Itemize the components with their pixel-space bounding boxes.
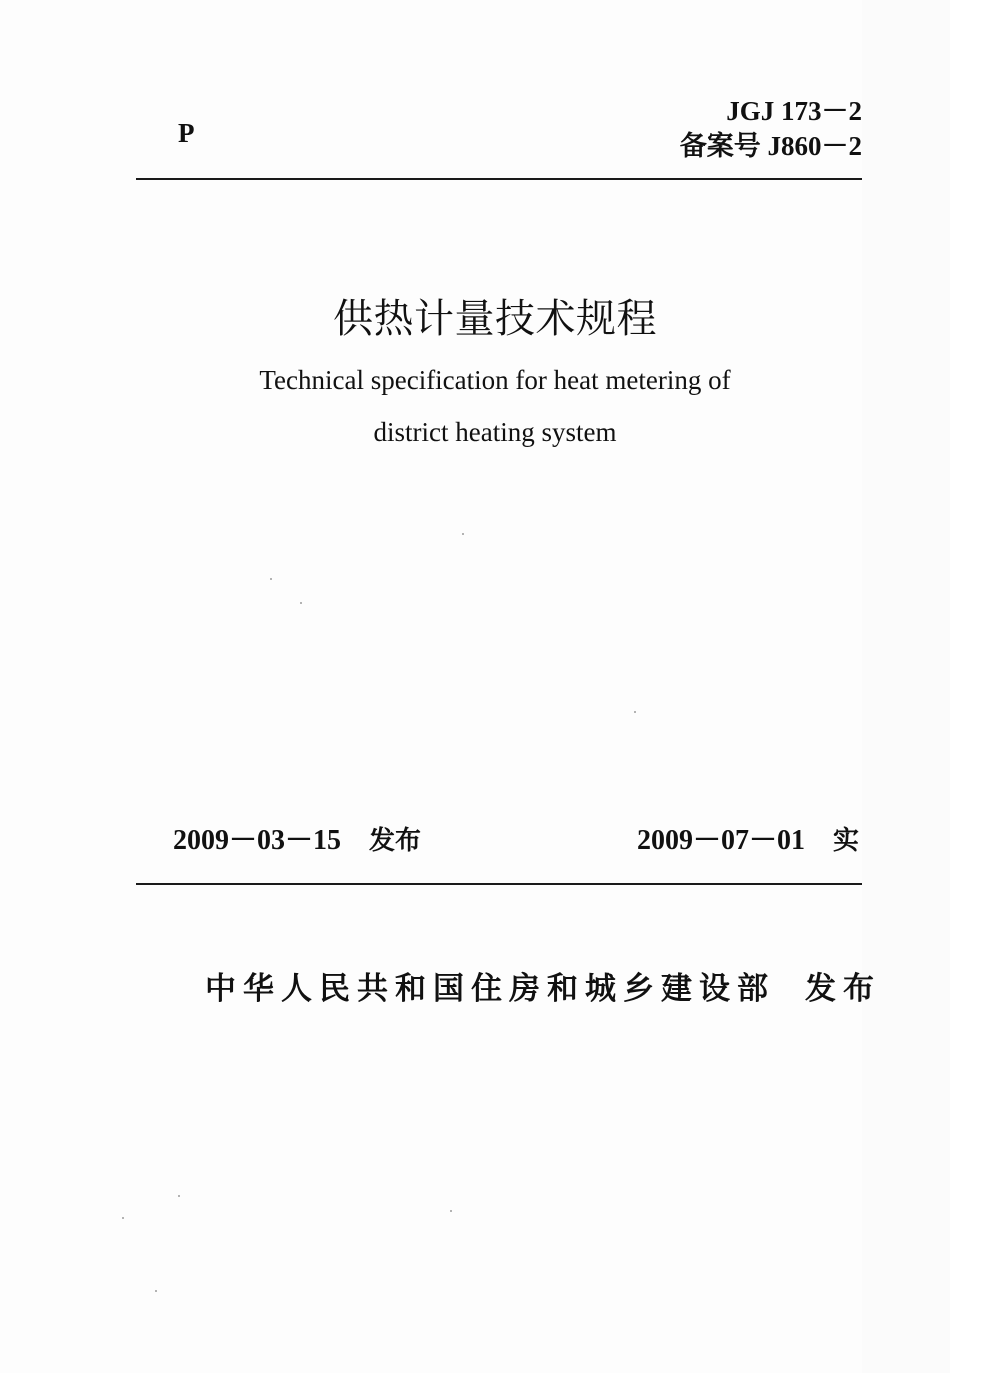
record-number bbox=[602, 133, 862, 160]
publisher-name: 中华人民共和国住房和城乡建设部 bbox=[205, 971, 775, 1007]
scan-speck bbox=[155, 1290, 157, 1292]
issue-date: 2009－03－15 bbox=[173, 825, 342, 856]
scan-speck bbox=[270, 578, 272, 580]
chinese-title: 供热计量技术规程 bbox=[333, 296, 657, 341]
implementation-label: 实 bbox=[833, 826, 860, 856]
publisher-line bbox=[205, 971, 881, 1007]
english-title-line-2: district heating system bbox=[373, 417, 617, 447]
standard-code-text: JGJ 173－2 bbox=[726, 96, 862, 126]
record-number-text: 备案号 J860－2 bbox=[679, 131, 862, 161]
scan-edge-strip bbox=[862, 0, 950, 1373]
issue-date-block bbox=[173, 827, 421, 855]
standard-code bbox=[602, 98, 862, 125]
english-title-line-1: Technical specification for heat metering of bbox=[259, 365, 731, 395]
top-divider bbox=[136, 178, 862, 180]
bottom-divider bbox=[136, 883, 862, 885]
classification-code: P bbox=[178, 118, 195, 148]
implementation-date-block bbox=[637, 827, 862, 855]
scan-speck bbox=[122, 1217, 124, 1219]
scan-speck bbox=[300, 602, 302, 604]
publisher-action: 发布 bbox=[805, 971, 881, 1007]
scan-speck bbox=[450, 1210, 452, 1212]
scan-speck bbox=[462, 533, 464, 535]
scan-speck bbox=[178, 1195, 180, 1197]
implementation-date: 2009－07－01 bbox=[637, 825, 806, 856]
issue-label: 发布 bbox=[369, 826, 422, 856]
scan-speck bbox=[634, 711, 636, 713]
